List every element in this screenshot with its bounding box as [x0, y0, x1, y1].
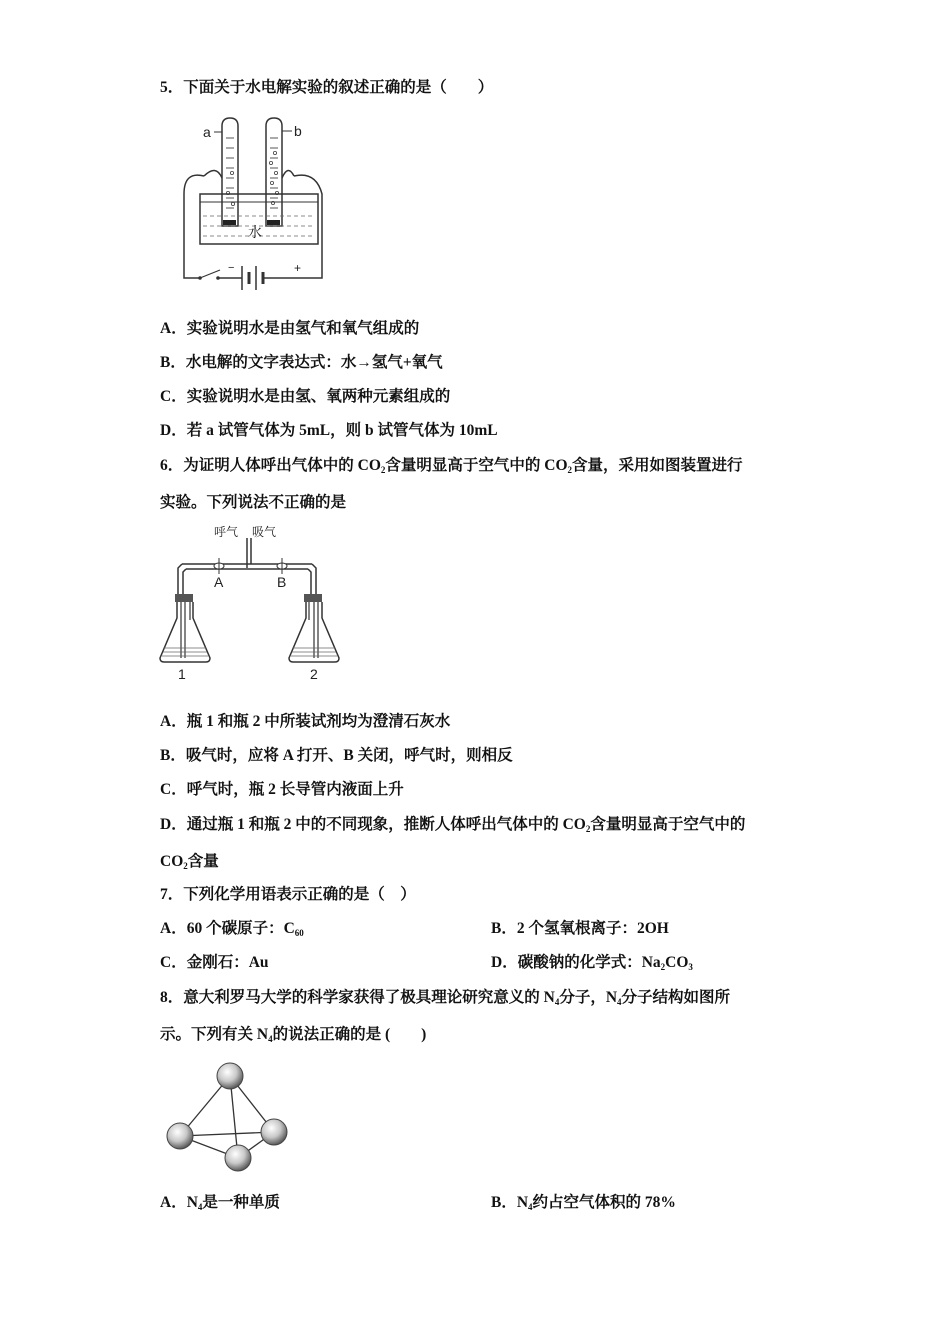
q8-option-b[interactable]: B．$N_4$约占空气体积的 78% — [491, 1194, 676, 1212]
q7-option-a[interactable]: A．60 个碳原子：$C_{60}$ — [160, 920, 304, 938]
q5-electrolysis-figure — [176, 116, 336, 301]
q5-option-b[interactable]: B．水电解的文字表达式：水→氢气+氧气 — [160, 354, 443, 371]
q7-stem: 7．下列化学用语表示正确的是（ ） — [160, 886, 416, 903]
q6-option-c[interactable]: C．呼气时，瓶 2 长导管内液面上升 — [160, 781, 404, 798]
q8-n4-molecule-figure — [160, 1058, 294, 1178]
q5-plus: + — [294, 261, 302, 275]
q5-label-a: a — [203, 124, 211, 140]
q8-stem-line2: 示。下列有关 $N_4$的说法正确的是 ( ) — [160, 1026, 427, 1044]
n4-atom-right — [261, 1119, 287, 1145]
q6-inhale-label: 吸气 — [252, 525, 277, 539]
n4-atom-top — [217, 1063, 243, 1089]
q5-water-label: 水 — [248, 224, 262, 240]
q6-flask-1-label: 1 — [178, 666, 186, 682]
q5-option-a[interactable]: A．实验说明水是由氢气和氧气组成的 — [160, 320, 420, 337]
q7-option-d[interactable]: D．碳酸钠的化学式：$Na_2CO_3$ — [491, 954, 693, 972]
q6-stem-line2: 实验。下列说法不正确的是 — [160, 494, 347, 511]
q6-option-b[interactable]: B．吸气时，应将 A 打开、B 关闭，呼气时，则相反 — [160, 747, 513, 764]
n4-atom-bottom — [225, 1145, 251, 1171]
q8-option-a[interactable]: A．$N_4$是一种单质 — [160, 1194, 280, 1212]
q7-option-b[interactable]: B．2 个氢氧根离子：2OH — [491, 920, 669, 937]
q5-option-d[interactable]: D．若 a 试管气体为 5mL，则 b 试管气体为 10mL — [160, 422, 498, 439]
q7-option-c[interactable]: C．金刚石：Au — [160, 954, 269, 971]
q6-stem-line1: 6．为证明人体呼出气体中的 $CO_2$含量明显高于空气中的 $CO_2$含量，采用如图装置进行 — [160, 457, 743, 475]
q6-option-d-line1[interactable]: D．通过瓶 1 和瓶 2 中的不同现象，推断人体呼出气体中的 $CO_2$含量明显高于空气中的 — [160, 816, 746, 834]
q5-minus: − — [228, 262, 235, 274]
q6-flask-2-label: 2 — [310, 666, 318, 682]
q6-option-a[interactable]: A．瓶 1 和瓶 2 中所装试剂均为澄清石灰水 — [160, 713, 451, 730]
q6-valve-a: A — [214, 574, 224, 590]
q8-stem-line1: 8．意大利罗马大学的科学家获得了极具理论研究意义的 $N_4$分子，$N_4$分子结构如图所 — [160, 989, 731, 1007]
q5-label-b: b — [294, 123, 302, 139]
q6-exhale-label: 呼气 — [214, 525, 239, 539]
q6-option-d-line2[interactable]: $CO_2$含量 — [160, 853, 219, 871]
q6-valve-b: B — [277, 574, 287, 590]
n4-atom-left — [167, 1123, 193, 1149]
q5-stem: 5．下面关于水电解实验的叙述正确的是（ ） — [160, 79, 494, 96]
q6-apparatus-figure — [158, 522, 342, 684]
q5-option-c[interactable]: C．实验说明水是由氢、氧两种元素组成的 — [160, 388, 451, 405]
